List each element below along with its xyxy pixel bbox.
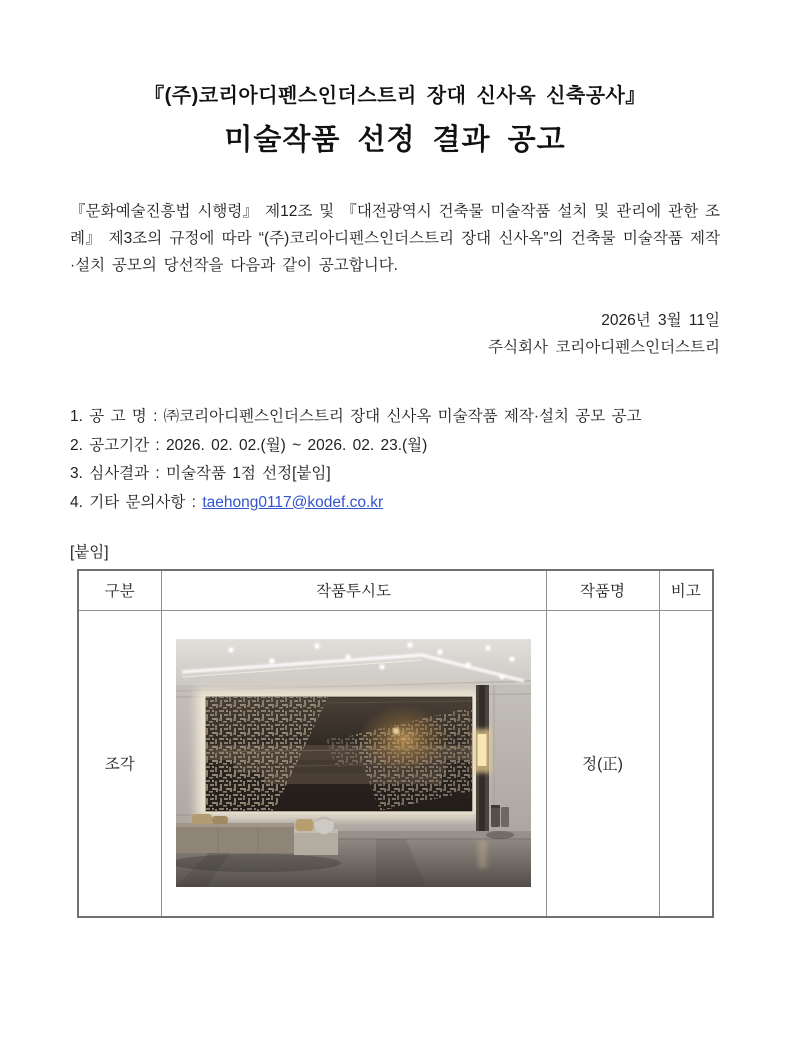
contact-label: 4. 기타 문의사항 : [70, 493, 203, 511]
attachment-label: [붙임] [70, 544, 109, 561]
announcement-company: 주식회사 코리아디펜스인더스트리 [488, 339, 720, 356]
header-category: 구분 [78, 570, 161, 610]
signature-block [70, 307, 720, 361]
announcement-date: 2026년 3월 11일 [601, 312, 720, 329]
table-row [78, 610, 713, 917]
header-note: 비고 [659, 570, 713, 610]
notice-item-period: 2. 공고기간 : 2026. 02. 02.(월) ~ 2026. 02. 23.(월) [70, 436, 428, 454]
cell-category: 조각 [78, 610, 161, 917]
artwork-photo [176, 639, 531, 887]
document-title-line1: 『(주)코리아디펜스인더스트리 장대 신사옥 신축공사』 [144, 85, 646, 107]
header-perspective: 작품투시도 [161, 570, 546, 610]
contact-email-link[interactable]: taehong0117@kodef.co.kr [202, 493, 384, 511]
cell-note [659, 610, 713, 917]
cell-artwork-title: 정(正) [546, 610, 659, 917]
artwork-result-table [77, 569, 714, 918]
table-header-row [78, 570, 713, 610]
notice-item-contact [70, 489, 720, 518]
intro-paragraph: 『문화예술진흥법 시행령』 제12조 및 『대전광역시 건축물 미술작품 설치 및 관리에 관한 조례』 제3조의 규정에 따라 “(주)코리아디펜스인더스트리 장대 신사옥”의 건축물 미술작품 제작·설치 공모의 당선작을 다음과 같이 공고합니다. [70, 203, 720, 274]
notice-item-result: 3. 심사결과 : 미술작품 1점 선정[붙임] [70, 465, 331, 482]
document-title-line2: 미술작품 선정 결과 공고 [224, 124, 566, 156]
notice-list [70, 403, 720, 517]
notice-item-title: 1. 공 고 명 : ㈜코리아디펜스인더스트리 장대 신사옥 미술작품 제작·설치 공모 공고 [70, 408, 642, 425]
cell-artwork-image [161, 610, 546, 917]
header-artwork-title: 작품명 [546, 570, 659, 610]
